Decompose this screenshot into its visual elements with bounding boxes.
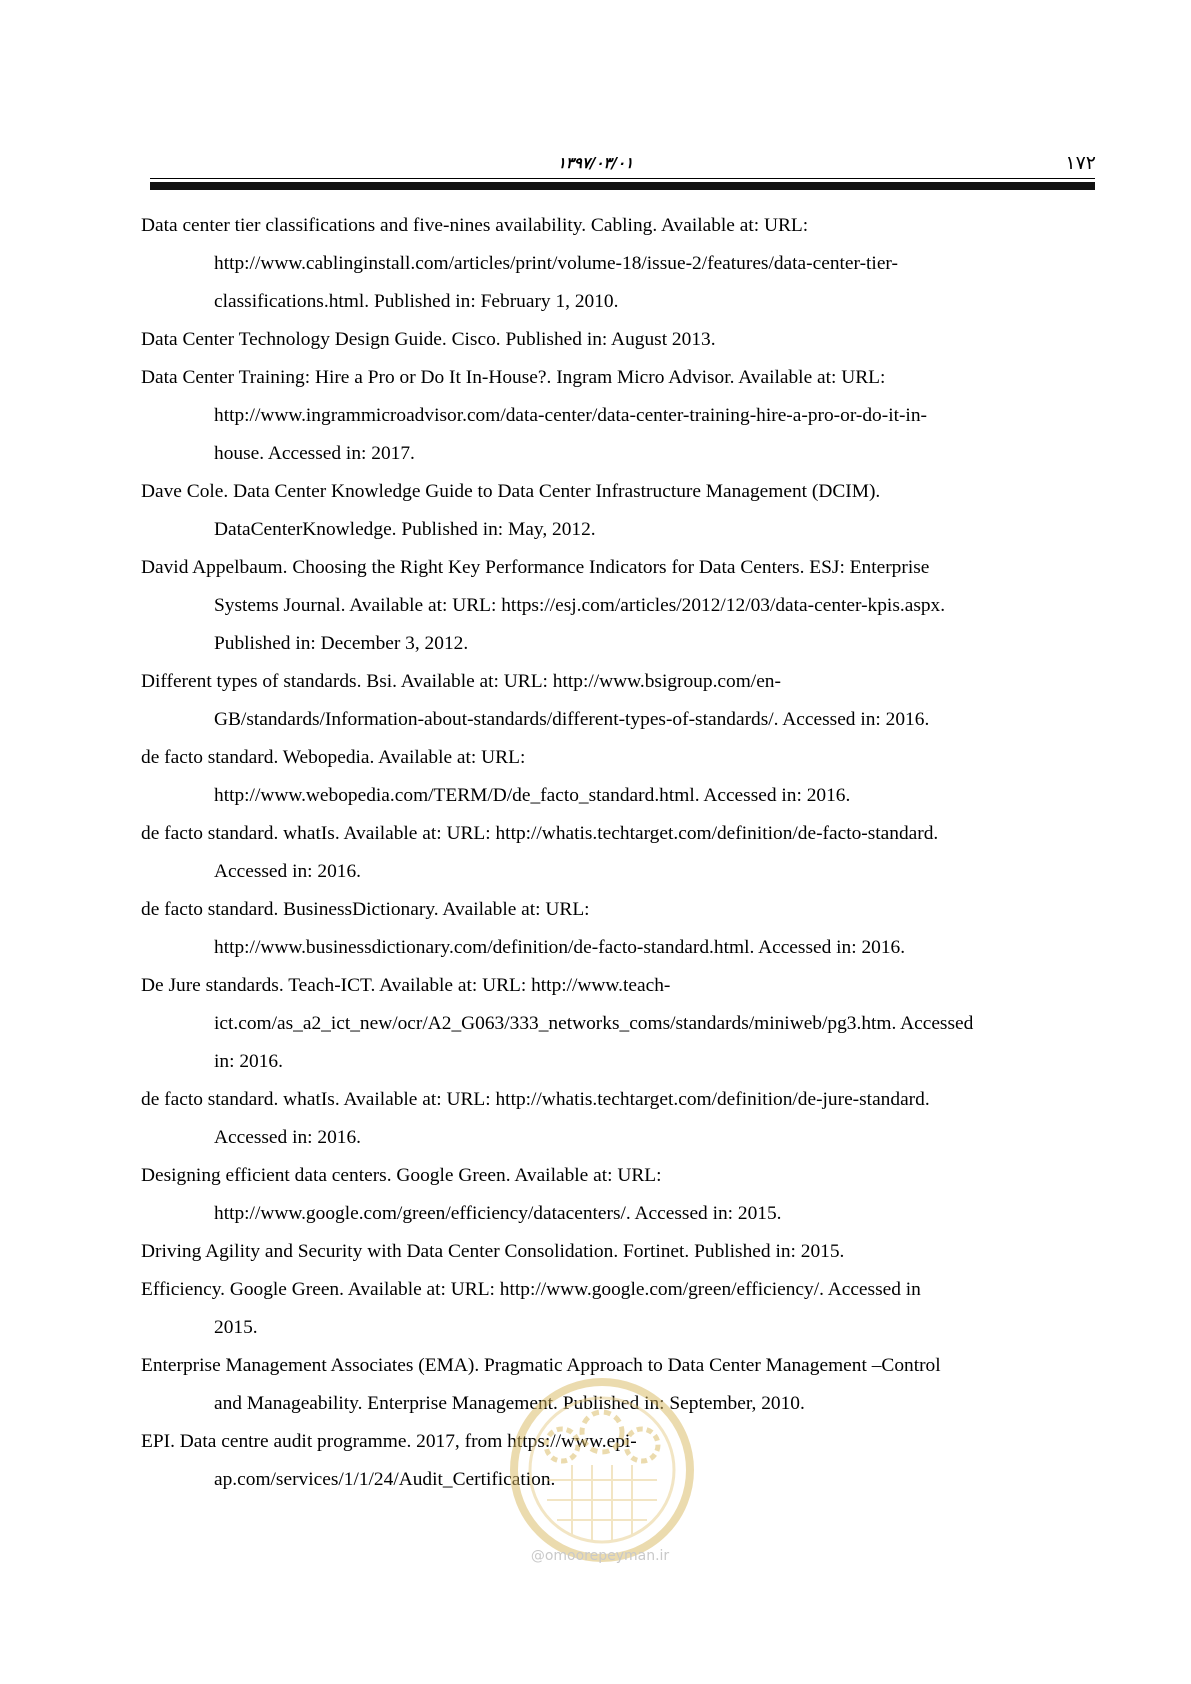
reference-first-line: EPI. Data centre audit programme. 2017, from https://www.epi- [141,1431,637,1452]
reference-first-line: de facto standard. Webopedia. Available at: URL: [141,747,526,768]
reference-continuation-line: Accessed in: 2016. [214,1127,362,1148]
reference-continuation-line: http://www.cablinginstall.com/articles/print/volume-18/issue-2/features/data-center-tier- [214,253,898,274]
reference-first-line: Data Center Training: Hire a Pro or Do It In-House?. Ingram Micro Advisor. Available at: URL: [141,367,886,388]
header-date: ۱۳۹۷/۰۳/۰۱ [557,154,634,172]
reference-first-line: Efficiency. Google Green. Available at: URL: http://www.google.com/green/efficiency/. Accessed in [141,1279,921,1300]
reference-continuation-line: Published in: December 3, 2012. [214,633,469,654]
reference-entry [141,359,1091,473]
reference-first-line: de facto standard. whatIs. Available at: URL: http://whatis.techtarget.com/definition/de-facto-standard. [141,823,939,844]
reference-continuation-line: GB/standards/Information-about-standards/different-types-of-standards/. Accessed in: 2016. [214,709,930,730]
reference-entry [141,1081,1091,1157]
reference-first-line: de facto standard. whatIs. Available at: URL: http://whatis.techtarget.com/definition/de-jure-standard. [141,1089,930,1110]
reference-first-line: Enterprise Management Associates (EMA). Pragmatic Approach to Data Center Management –Control [141,1355,941,1376]
reference-continuation-line: http://www.google.com/green/efficiency/datacenters/. Accessed in: 2015. [214,1203,782,1224]
reference-entry [141,891,1091,967]
reference-first-line: Dave Cole. Data Center Knowledge Guide to Data Center Infrastructure Management (DCIM). [141,481,881,502]
reference-entry [141,739,1091,815]
reference-continuation-line: http://www.webopedia.com/TERM/D/de_facto_standard.html. Accessed in: 2016. [214,785,851,806]
reference-list [141,207,1091,1499]
reference-continuation-line: in: 2016. [214,1051,283,1072]
reference-continuation-line: and Manageability. Enterprise Management. Published in: September, 2010. [214,1393,805,1414]
reference-continuation-line: DataCenterKnowledge. Published in: May, 2012. [214,519,596,540]
reference-entry [141,815,1091,891]
reference-continuation-line: ict.com/as_a2_ict_new/ocr/A2_G063/333_networks_coms/standards/miniweb/pg3.htm. Accessed [214,1013,974,1034]
reference-entry [141,473,1091,549]
page-number: ۱۷۲ [1065,152,1096,174]
reference-entry [141,1157,1091,1233]
reference-first-line: De Jure standards. Teach-ICT. Available at: URL: http://www.teach- [141,975,671,996]
reference-first-line: Data Center Technology Design Guide. Cisco. Published in: August 2013. [141,329,716,350]
header-rule-thin [150,178,1095,179]
reference-continuation-line: http://www.ingrammicroadvisor.com/data-center/data-center-training-hire-a-pro-or-do-it-in- [214,405,927,426]
reference-entry [141,967,1091,1081]
reference-entry [141,1233,1091,1271]
reference-entry [141,549,1091,663]
reference-entry [141,663,1091,739]
reference-entry [141,1271,1091,1347]
reference-continuation-line: Systems Journal. Available at: URL: https://esj.com/articles/2012/12/03/data-center-kpis.aspx. [214,595,946,616]
reference-first-line: Data center tier classifications and five-nines availability. Cabling. Available at: URL: [141,215,809,236]
reference-first-line: David Appelbaum. Choosing the Right Key Performance Indicators for Data Centers. ESJ: Enterprise [141,557,930,578]
reference-continuation-line: house. Accessed in: 2017. [214,443,415,464]
reference-continuation-line: ap.com/services/1/1/24/Audit_Certification. [214,1469,556,1490]
header-rule-thick [150,182,1095,190]
reference-first-line: de facto standard. BusinessDictionary. Available at: URL: [141,899,590,920]
reference-first-line: Designing efficient data centers. Google Green. Available at: URL: [141,1165,662,1186]
reference-continuation-line: classifications.html. Published in: February 1, 2010. [214,291,619,312]
watermark-text: @omoorepeyman.ir [530,1548,670,1564]
reference-first-line: Different types of standards. Bsi. Available at: URL: http://www.bsigroup.com/en- [141,671,781,692]
reference-first-line: Driving Agility and Security with Data Center Consolidation. Fortinet. Published in: 2015. [141,1241,845,1262]
reference-entry [141,321,1091,359]
watermark-logo [502,1370,702,1570]
reference-continuation-line: Accessed in: 2016. [214,861,362,882]
reference-continuation-line: 2015. [214,1317,258,1338]
reference-entry [141,207,1091,321]
reference-continuation-line: http://www.businessdictionary.com/definition/de-facto-standard.html. Accessed in: 2016. [214,937,906,958]
